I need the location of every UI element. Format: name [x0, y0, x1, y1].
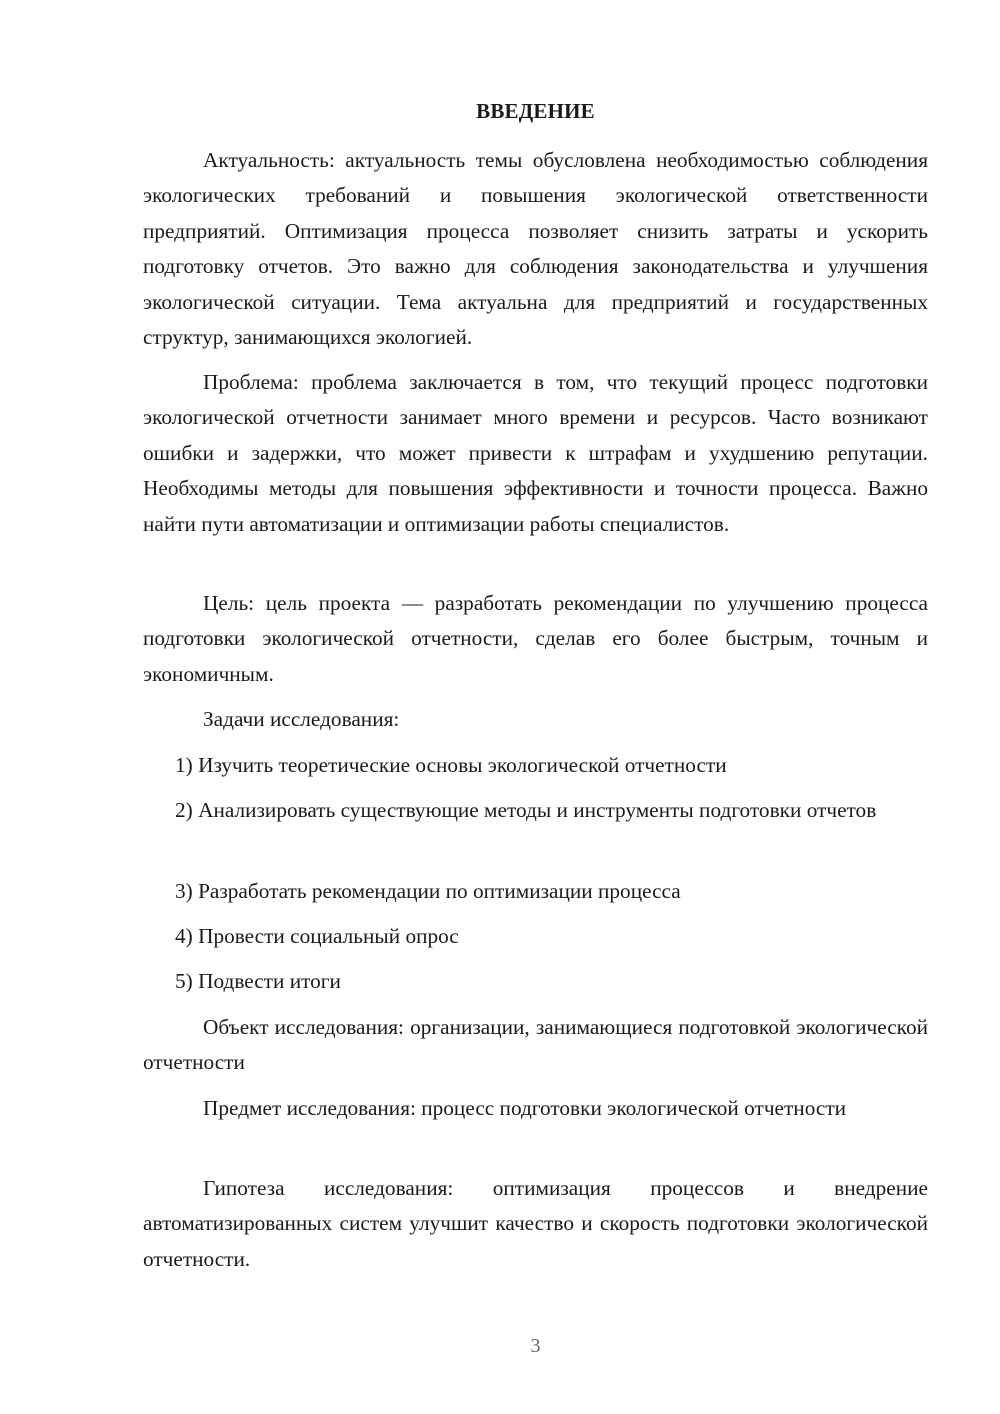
- paragraph-object: Объект исследования: организации, занимающиеся подготовкой экологической отчетности: [143, 1015, 928, 1075]
- page-number: 3: [530, 1335, 541, 1357]
- tasks-intro: Задачи исследования:: [203, 707, 400, 731]
- paragraph-subject: Предмет исследования: процесс подготовки экологической отчетности: [203, 1096, 847, 1120]
- task-item-4: 4) Провести социальный опрос: [175, 924, 459, 948]
- page-title: ВВЕДЕНИЕ: [476, 99, 595, 123]
- paragraph-relevance: Актуальность: актуальность темы обусловлена необходимостью соблюдения экологических требований и повышения экологической ответственности предприятий. Оптимизация процесса позволяет снизить затраты и ускорить подготовку отчетов. Это важно для соблюдения законодательства и улучшения экологической ситуации. Тема актуальна для предприятий и государственных структур, занимающихся экологией.: [143, 148, 928, 350]
- task-item-1: 1) Изучить теоретические основы экологической отчетности: [175, 753, 727, 777]
- task-item-2: 2) Анализировать существующие методы и инструменты подготовки отчетов: [175, 798, 877, 822]
- task-item-3: 3) Разработать рекомендации по оптимизации процесса: [175, 879, 681, 903]
- task-item-5: 5) Подвести итоги: [175, 969, 341, 993]
- document-page: [143, 0, 928, 1414]
- paragraph-goal: Цель: цель проекта — разработать рекомендации по улучшению процесса подготовки экологической отчетности, сделав его более быстрым, точным и экономичным.: [143, 591, 928, 686]
- paragraph-problem: Проблема: проблема заключается в том, что текущий процесс подготовки экологической отчетности занимает много времени и ресурсов. Часто возникают ошибки и задержки, что может привести к штрафам и ухудшению репутации. Необходимы методы для повышения эффективности и точности процесса. Важно найти пути автоматизации и оптимизации работы специалистов.: [143, 370, 928, 536]
- paragraph-hypothesis: Гипотеза исследования: оптимизация процессов и внедрение автоматизированных систем улучшит качество и скорость подготовки экологической отчетности.: [143, 1176, 928, 1271]
